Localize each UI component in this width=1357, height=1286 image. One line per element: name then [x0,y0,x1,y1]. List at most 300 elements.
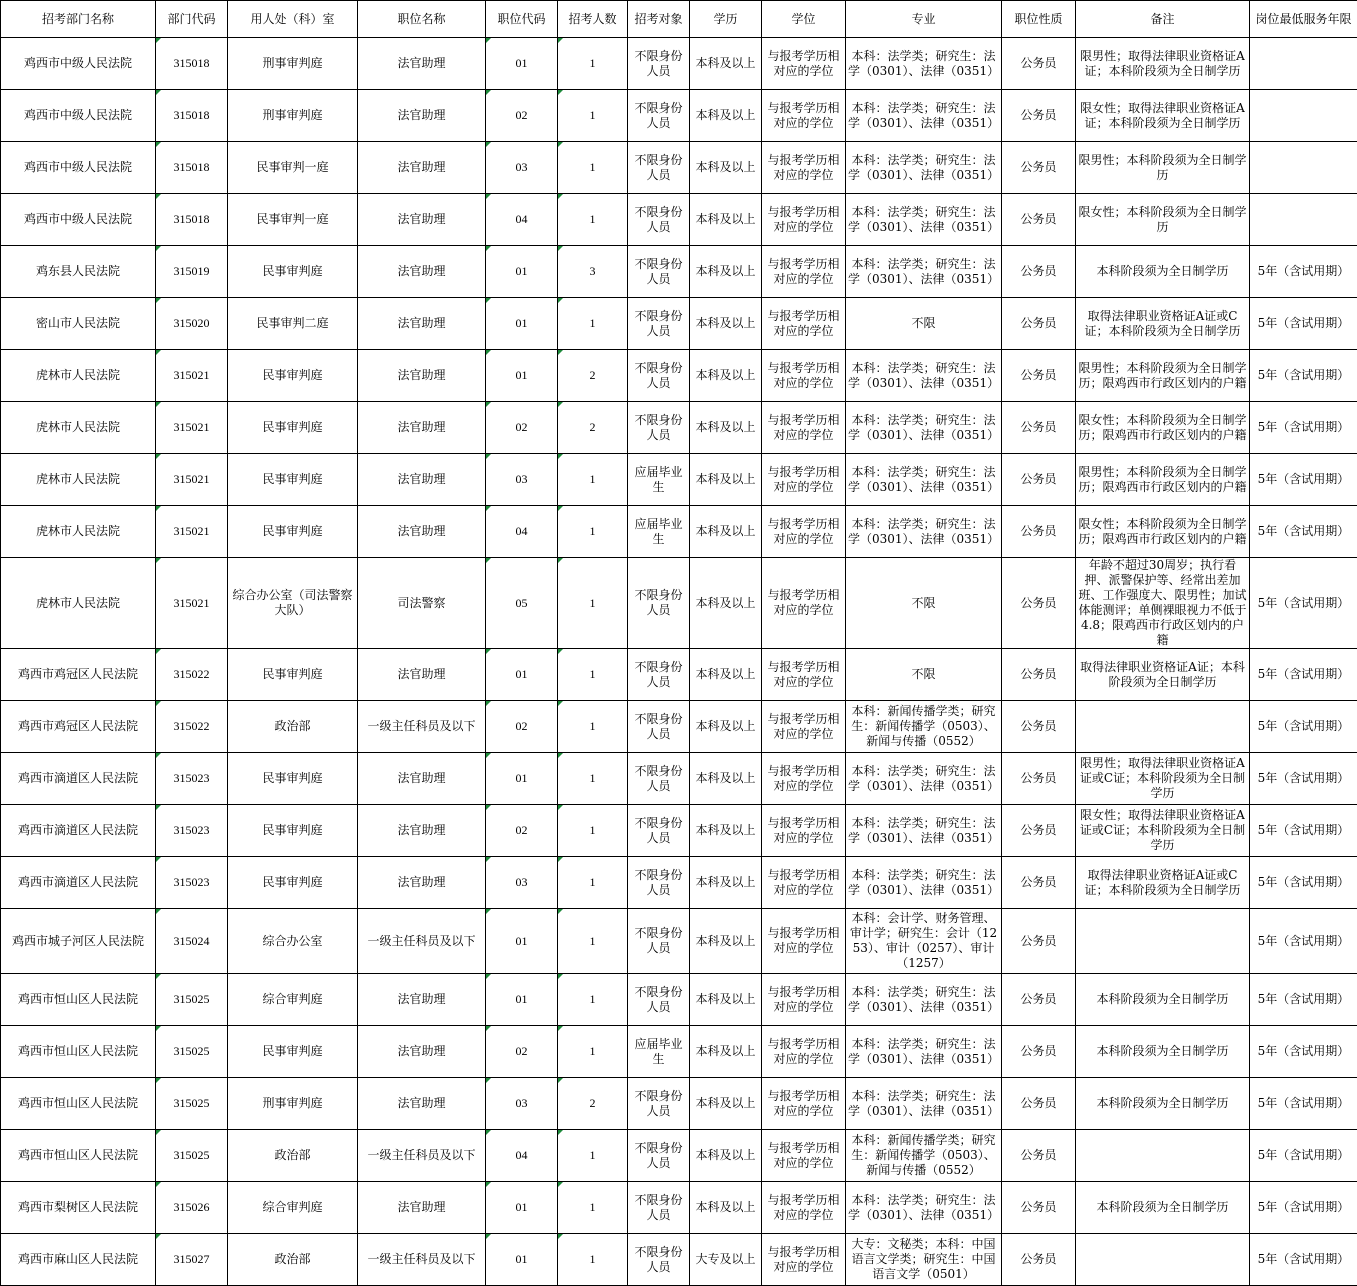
headcount-cell: 1 [558,753,628,805]
table-row [1,298,1357,350]
table-row [1,402,1357,454]
target-cell: 不限身份人员 [628,194,690,246]
major-cell: 本科：法学类；研究生：法学（0301）、法律（0351） [846,194,1002,246]
major-cell: 本科：法学类；研究生：法学（0301）、法律（0351） [846,246,1002,298]
major-cell: 本科：法学类；研究生：法学（0301）、法律（0351） [846,142,1002,194]
position-name-cell: 法官助理 [358,1182,486,1234]
education-cell: 本科及以上 [690,909,762,974]
headcount-cell: 1 [558,1130,628,1182]
major-cell: 不限 [846,558,1002,649]
office-cell: 刑事审判庭 [228,1078,358,1130]
position-code-cell: 01 [486,649,558,701]
service-years-cell [1250,142,1357,194]
position-code-cell: 01 [486,246,558,298]
target-cell: 不限身份人员 [628,1182,690,1234]
position-type-cell: 公务员 [1002,402,1076,454]
table-row [1,38,1357,90]
table-row [1,454,1357,506]
headcount-cell: 2 [558,1078,628,1130]
degree-cell: 与报考学历相对应的学位 [762,1078,846,1130]
header-degree: 学位 [762,1,846,38]
position-type-cell: 公务员 [1002,1130,1076,1182]
remarks-cell [1076,701,1250,753]
major-cell: 本科：法学类；研究生：法学（0301）、法律（0351） [846,454,1002,506]
target-cell: 不限身份人员 [628,246,690,298]
major-cell: 本科：法学类；研究生：法学（0301）、法律（0351） [846,805,1002,857]
table-row [1,753,1357,805]
position-code-cell: 03 [486,1078,558,1130]
dept-code-cell: 315021 [156,350,228,402]
table-row [1,1182,1357,1234]
headcount-cell: 1 [558,701,628,753]
headcount-cell: 2 [558,350,628,402]
education-cell: 本科及以上 [690,90,762,142]
major-cell: 本科：法学类；研究生：法学（0301）、法律（0351） [846,1078,1002,1130]
degree-cell: 与报考学历相对应的学位 [762,857,846,909]
service-years-cell: 5年（含试用期） [1250,805,1357,857]
office-cell: 民事审判庭 [228,857,358,909]
remarks-cell: 限男性；本科阶段须为全日制学历；限鸡西市行政区划内的户籍 [1076,350,1250,402]
position-type-cell: 公务员 [1002,38,1076,90]
position-name-cell: 法官助理 [358,974,486,1026]
office-cell: 民事审判庭 [228,350,358,402]
major-cell: 本科：法学类；研究生：法学（0301）、法律（0351） [846,1182,1002,1234]
table-row [1,506,1357,558]
service-years-cell: 5年（含试用期） [1250,246,1357,298]
degree-cell: 与报考学历相对应的学位 [762,298,846,350]
header-position-code: 职位代码 [486,1,558,38]
degree-cell: 与报考学历相对应的学位 [762,194,846,246]
dept-name-cell: 鸡西市中级人民法院 [1,194,156,246]
table-row [1,1078,1357,1130]
office-cell: 民事审判一庭 [228,194,358,246]
office-cell: 民事审判庭 [228,506,358,558]
remarks-cell: 年龄不超过30周岁；执行看押、派警保护等、经常出差加班、工作强度大、限男性；加试体能测评；单侧裸眼视力不低于4.8；限鸡西市行政区划内的户籍 [1076,558,1250,649]
remarks-cell: 限女性；本科阶段须为全日制学历；限鸡西市行政区划内的户籍 [1076,506,1250,558]
dept-code-cell: 315021 [156,454,228,506]
dept-name-cell: 鸡西市城子河区人民法院 [1,909,156,974]
major-cell: 不限 [846,298,1002,350]
position-type-cell: 公务员 [1002,857,1076,909]
position-type-cell: 公务员 [1002,506,1076,558]
target-cell: 不限身份人员 [628,298,690,350]
dept-code-cell: 315023 [156,857,228,909]
office-cell: 民事审判庭 [228,753,358,805]
dept-name-cell: 鸡东县人民法院 [1,246,156,298]
position-code-cell: 05 [486,558,558,649]
office-cell: 民事审判庭 [228,1026,358,1078]
target-cell: 不限身份人员 [628,974,690,1026]
position-type-cell: 公务员 [1002,90,1076,142]
headcount-cell: 1 [558,90,628,142]
target-cell: 应届毕业生 [628,454,690,506]
office-cell: 综合审判庭 [228,1182,358,1234]
target-cell: 不限身份人员 [628,909,690,974]
target-cell: 不限身份人员 [628,142,690,194]
office-cell: 政治部 [228,1130,358,1182]
remarks-cell: 限男性；取得法律职业资格证A证或C证；本科阶段须为全日制学历 [1076,753,1250,805]
office-cell: 民事审判庭 [228,402,358,454]
target-cell: 不限身份人员 [628,701,690,753]
dept-name-cell: 虎林市人民法院 [1,558,156,649]
major-cell: 本科：法学类；研究生：法学（0301）、法律（0351） [846,753,1002,805]
remarks-cell [1076,909,1250,974]
major-cell: 本科：法学类；研究生：法学（0301）、法律（0351） [846,1026,1002,1078]
degree-cell: 与报考学历相对应的学位 [762,805,846,857]
degree-cell: 与报考学历相对应的学位 [762,506,846,558]
dept-code-cell: 315025 [156,1130,228,1182]
office-cell: 民事审判庭 [228,649,358,701]
position-code-cell: 03 [486,142,558,194]
degree-cell: 与报考学历相对应的学位 [762,701,846,753]
remarks-cell: 取得法律职业资格证A证或C证；本科阶段须为全日制学历 [1076,857,1250,909]
degree-cell: 与报考学历相对应的学位 [762,402,846,454]
dept-code-cell: 315021 [156,558,228,649]
table-row [1,701,1357,753]
header-target: 招考对象 [628,1,690,38]
position-code-cell: 01 [486,974,558,1026]
position-name-cell: 法官助理 [358,402,486,454]
service-years-cell: 5年（含试用期） [1250,753,1357,805]
position-name-cell: 一级主任科员及以下 [358,1130,486,1182]
position-name-cell: 法官助理 [358,90,486,142]
degree-cell: 与报考学历相对应的学位 [762,142,846,194]
degree-cell: 与报考学历相对应的学位 [762,350,846,402]
education-cell: 本科及以上 [690,1182,762,1234]
table-row [1,1026,1357,1078]
header-headcount: 招考人数 [558,1,628,38]
service-years-cell: 5年（含试用期） [1250,298,1357,350]
headcount-cell: 1 [558,506,628,558]
target-cell: 不限身份人员 [628,857,690,909]
remarks-cell: 本科阶段须为全日制学历 [1076,1078,1250,1130]
header-office: 用人处（科）室 [228,1,358,38]
remarks-cell [1076,1130,1250,1182]
position-code-cell: 03 [486,857,558,909]
table-row [1,1130,1357,1182]
dept-code-cell: 315018 [156,90,228,142]
position-code-cell: 01 [486,1182,558,1234]
target-cell: 应届毕业生 [628,506,690,558]
position-code-cell: 04 [486,1130,558,1182]
major-cell: 本科：法学类；研究生：法学（0301）、法律（0351） [846,506,1002,558]
remarks-cell: 限男性；本科阶段须为全日制学历；限鸡西市行政区划内的户籍 [1076,454,1250,506]
headcount-cell: 1 [558,1182,628,1234]
major-cell: 本科：法学类；研究生：法学（0301）、法律（0351） [846,90,1002,142]
dept-code-cell: 315024 [156,909,228,974]
service-years-cell: 5年（含试用期） [1250,1182,1357,1234]
header-remarks: 备注 [1076,1,1250,38]
headcount-cell: 1 [558,558,628,649]
education-cell: 本科及以上 [690,298,762,350]
education-cell: 本科及以上 [690,857,762,909]
service-years-cell: 5年（含试用期） [1250,909,1357,974]
service-years-cell: 5年（含试用期） [1250,454,1357,506]
remarks-cell: 本科阶段须为全日制学历 [1076,974,1250,1026]
service-years-cell: 5年（含试用期） [1250,506,1357,558]
dept-code-cell: 315018 [156,142,228,194]
dept-name-cell: 虎林市人民法院 [1,454,156,506]
education-cell: 本科及以上 [690,38,762,90]
table-row [1,142,1357,194]
dept-name-cell: 虎林市人民法院 [1,506,156,558]
remarks-cell [1076,1234,1250,1286]
headcount-cell: 1 [558,454,628,506]
position-name-cell: 法官助理 [358,142,486,194]
degree-cell: 与报考学历相对应的学位 [762,753,846,805]
service-years-cell [1250,38,1357,90]
target-cell: 不限身份人员 [628,1234,690,1286]
remarks-cell: 本科阶段须为全日制学历 [1076,1026,1250,1078]
table-header-row [1,1,1357,38]
position-type-cell: 公务员 [1002,298,1076,350]
position-code-cell: 01 [486,298,558,350]
headcount-cell: 1 [558,857,628,909]
position-name-cell: 法官助理 [358,454,486,506]
major-cell: 大专：文秘类；本科：中国语言文学类；研究生：中国语言文学（0501） [846,1234,1002,1286]
header-dept-code: 部门代码 [156,1,228,38]
position-type-cell: 公务员 [1002,1078,1076,1130]
position-type-cell: 公务员 [1002,454,1076,506]
dept-code-cell: 315021 [156,506,228,558]
degree-cell: 与报考学历相对应的学位 [762,558,846,649]
target-cell: 不限身份人员 [628,649,690,701]
headcount-cell: 1 [558,649,628,701]
education-cell: 本科及以上 [690,350,762,402]
position-name-cell: 法官助理 [358,506,486,558]
education-cell: 本科及以上 [690,1026,762,1078]
major-cell: 本科：新闻传播学类；研究生：新闻传播学（0503）、新闻与传播（0552） [846,1130,1002,1182]
office-cell: 民事审判庭 [228,246,358,298]
target-cell: 不限身份人员 [628,402,690,454]
education-cell: 本科及以上 [690,506,762,558]
header-service-years: 岗位最低服务年限 [1250,1,1357,38]
service-years-cell: 5年（含试用期） [1250,857,1357,909]
service-years-cell: 5年（含试用期） [1250,701,1357,753]
position-name-cell: 司法警察 [358,558,486,649]
degree-cell: 与报考学历相对应的学位 [762,1130,846,1182]
headcount-cell: 1 [558,38,628,90]
position-type-cell: 公务员 [1002,753,1076,805]
education-cell: 本科及以上 [690,974,762,1026]
position-name-cell: 法官助理 [358,1026,486,1078]
position-name-cell: 法官助理 [358,246,486,298]
major-cell: 本科：法学类；研究生：法学（0301）、法律（0351） [846,38,1002,90]
header-major: 专业 [846,1,1002,38]
office-cell: 综合审判庭 [228,974,358,1026]
table-row [1,805,1357,857]
remarks-cell: 限男性；本科阶段须为全日制学历 [1076,142,1250,194]
position-code-cell: 02 [486,90,558,142]
position-code-cell: 02 [486,402,558,454]
dept-name-cell: 鸡西市滴道区人民法院 [1,753,156,805]
position-name-cell: 法官助理 [358,805,486,857]
remarks-cell: 取得法律职业资格证A证或C证；本科阶段须为全日制学历 [1076,298,1250,350]
table-row [1,649,1357,701]
position-name-cell: 法官助理 [358,350,486,402]
service-years-cell: 5年（含试用期） [1250,558,1357,649]
education-cell: 本科及以上 [690,1078,762,1130]
position-type-cell: 公务员 [1002,1182,1076,1234]
education-cell: 大专及以上 [690,1234,762,1286]
position-type-cell: 公务员 [1002,649,1076,701]
dept-code-cell: 315022 [156,649,228,701]
position-type-cell: 公务员 [1002,909,1076,974]
remarks-cell: 本科阶段须为全日制学历 [1076,1182,1250,1234]
major-cell: 本科：法学类；研究生：法学（0301）、法律（0351） [846,857,1002,909]
remarks-cell: 本科阶段须为全日制学历 [1076,246,1250,298]
header-position-name: 职位名称 [358,1,486,38]
table-row [1,1234,1357,1286]
service-years-cell: 5年（含试用期） [1250,1078,1357,1130]
position-type-cell: 公务员 [1002,1234,1076,1286]
degree-cell: 与报考学历相对应的学位 [762,454,846,506]
education-cell: 本科及以上 [690,194,762,246]
office-cell: 刑事审判庭 [228,38,358,90]
dept-code-cell: 315021 [156,402,228,454]
dept-code-cell: 315019 [156,246,228,298]
education-cell: 本科及以上 [690,558,762,649]
education-cell: 本科及以上 [690,753,762,805]
degree-cell: 与报考学历相对应的学位 [762,1026,846,1078]
position-type-cell: 公务员 [1002,974,1076,1026]
headcount-cell: 1 [558,194,628,246]
degree-cell: 与报考学历相对应的学位 [762,38,846,90]
degree-cell: 与报考学历相对应的学位 [762,1182,846,1234]
headcount-cell: 1 [558,974,628,1026]
target-cell: 不限身份人员 [628,805,690,857]
office-cell: 民事审判庭 [228,805,358,857]
major-cell: 本科：法学类；研究生：法学（0301）、法律（0351） [846,974,1002,1026]
remarks-cell: 限男性；取得法律职业资格证A证；本科阶段须为全日制学历 [1076,38,1250,90]
dept-code-cell: 315026 [156,1182,228,1234]
major-cell: 不限 [846,649,1002,701]
dept-code-cell: 315025 [156,1026,228,1078]
education-cell: 本科及以上 [690,805,762,857]
dept-name-cell: 鸡西市恒山区人民法院 [1,974,156,1026]
position-name-cell: 一级主任科员及以下 [358,701,486,753]
dept-name-cell: 鸡西市中级人民法院 [1,90,156,142]
position-code-cell: 01 [486,909,558,974]
position-code-cell: 04 [486,194,558,246]
position-code-cell: 01 [486,350,558,402]
education-cell: 本科及以上 [690,1130,762,1182]
dept-code-cell: 315018 [156,38,228,90]
dept-code-cell: 315027 [156,1234,228,1286]
dept-name-cell: 鸡西市滴道区人民法院 [1,805,156,857]
service-years-cell: 5年（含试用期） [1250,974,1357,1026]
position-name-cell: 法官助理 [358,857,486,909]
office-cell: 刑事审判庭 [228,90,358,142]
position-code-cell: 01 [486,753,558,805]
headcount-cell: 1 [558,298,628,350]
dept-name-cell: 鸡西市鸡冠区人民法院 [1,701,156,753]
dept-code-cell: 315025 [156,1078,228,1130]
degree-cell: 与报考学历相对应的学位 [762,649,846,701]
remarks-cell: 限女性；取得法律职业资格证A证或C证；本科阶段须为全日制学历 [1076,805,1250,857]
major-cell: 本科：新闻传播学类；研究生：新闻传播学（0503）、新闻与传播（0552） [846,701,1002,753]
dept-name-cell: 鸡西市滴道区人民法院 [1,857,156,909]
remarks-cell: 限女性；本科阶段须为全日制学历 [1076,194,1250,246]
headcount-cell: 2 [558,402,628,454]
service-years-cell: 5年（含试用期） [1250,1234,1357,1286]
table-row [1,350,1357,402]
office-cell: 政治部 [228,701,358,753]
major-cell: 本科：法学类；研究生：法学（0301）、法律（0351） [846,350,1002,402]
dept-name-cell: 鸡西市中级人民法院 [1,142,156,194]
education-cell: 本科及以上 [690,454,762,506]
major-cell: 本科：会计学、财务管理、审计学；研究生：会计（1253）、审计（0257）、审计（1257） [846,909,1002,974]
dept-name-cell: 鸡西市恒山区人民法院 [1,1026,156,1078]
education-cell: 本科及以上 [690,649,762,701]
dept-code-cell: 315023 [156,805,228,857]
dept-name-cell: 鸡西市麻山区人民法院 [1,1234,156,1286]
position-code-cell: 02 [486,805,558,857]
degree-cell: 与报考学历相对应的学位 [762,974,846,1026]
position-name-cell: 法官助理 [358,649,486,701]
position-type-cell: 公务员 [1002,246,1076,298]
service-years-cell: 5年（含试用期） [1250,402,1357,454]
position-code-cell: 03 [486,454,558,506]
education-cell: 本科及以上 [690,701,762,753]
target-cell: 不限身份人员 [628,1130,690,1182]
position-type-cell: 公务员 [1002,805,1076,857]
position-type-cell: 公务员 [1002,701,1076,753]
office-cell: 政治部 [228,1234,358,1286]
dept-code-cell: 315023 [156,753,228,805]
table-row [1,909,1357,974]
service-years-cell: 5年（含试用期） [1250,1026,1357,1078]
table-row [1,558,1357,649]
target-cell: 不限身份人员 [628,90,690,142]
service-years-cell [1250,90,1357,142]
dept-name-cell: 鸡西市鸡冠区人民法院 [1,649,156,701]
position-code-cell: 01 [486,38,558,90]
header-dept-name: 招考部门名称 [1,1,156,38]
remarks-cell: 限女性；本科阶段须为全日制学历；限鸡西市行政区划内的户籍 [1076,402,1250,454]
position-type-cell: 公务员 [1002,350,1076,402]
headcount-cell: 1 [558,909,628,974]
target-cell: 应届毕业生 [628,1026,690,1078]
degree-cell: 与报考学历相对应的学位 [762,1234,846,1286]
dept-name-cell: 虎林市人民法院 [1,402,156,454]
position-name-cell: 法官助理 [358,1078,486,1130]
position-type-cell: 公务员 [1002,194,1076,246]
position-type-cell: 公务员 [1002,558,1076,649]
remarks-cell: 限女性；取得法律职业资格证A证；本科阶段须为全日制学历 [1076,90,1250,142]
dept-name-cell: 鸡西市中级人民法院 [1,38,156,90]
dept-code-cell: 315018 [156,194,228,246]
target-cell: 不限身份人员 [628,558,690,649]
headcount-cell: 1 [558,805,628,857]
dept-code-cell: 315022 [156,701,228,753]
target-cell: 不限身份人员 [628,38,690,90]
header-position-type: 职位性质 [1002,1,1076,38]
target-cell: 不限身份人员 [628,753,690,805]
table-row [1,90,1357,142]
headcount-cell: 3 [558,246,628,298]
office-cell: 综合办公室（司法警察大队） [228,558,358,649]
target-cell: 不限身份人员 [628,1078,690,1130]
headcount-cell: 1 [558,1026,628,1078]
office-cell: 民事审判庭 [228,454,358,506]
dept-name-cell: 密山市人民法院 [1,298,156,350]
position-name-cell: 法官助理 [358,298,486,350]
office-cell: 综合办公室 [228,909,358,974]
education-cell: 本科及以上 [690,142,762,194]
remarks-cell: 取得法律职业资格证A证；本科阶段须为全日制学历 [1076,649,1250,701]
office-cell: 民事审判一庭 [228,142,358,194]
